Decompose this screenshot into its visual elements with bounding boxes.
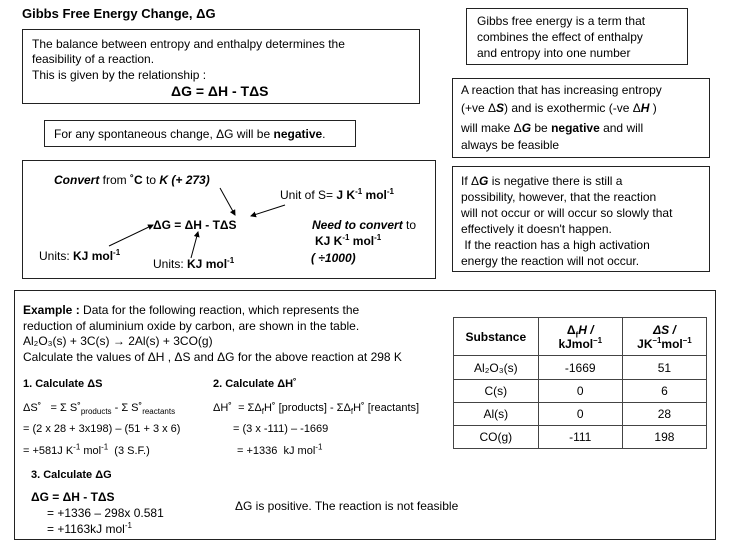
step1-l3-b: mol	[80, 445, 102, 457]
entropy-note-box	[452, 78, 710, 158]
table-row	[454, 403, 707, 426]
step3-l3: = +1163kJ mol	[47, 522, 125, 536]
table-row	[454, 380, 707, 403]
entropy-l2e: )	[649, 101, 657, 115]
activation-l1c: is negative there is still a	[488, 174, 623, 188]
activation-line-4: effectively it doesn't happen.	[461, 222, 612, 236]
data-table	[453, 317, 707, 449]
definition-line-2: combines the effect of enthalpy	[477, 30, 643, 44]
step3-line-1: ΔG = ΔH - TΔS	[31, 490, 115, 504]
units-equation: ΔG = ΔH - TΔS	[153, 218, 237, 232]
step2-l3: = +1336 kJ mol	[237, 445, 316, 457]
entropy-l3a: will make Δ	[461, 121, 522, 135]
units-bottom-label: Units:	[153, 257, 188, 271]
kj-units-mol: mol	[349, 234, 375, 248]
units-arrows	[23, 161, 437, 280]
h2e: –1	[593, 335, 603, 345]
h3d: mol	[661, 336, 683, 351]
example-label: Example :	[23, 303, 80, 317]
cell-dh: -1669	[538, 356, 622, 380]
step1-l3-c: (3 S.F.)	[108, 445, 150, 457]
units-left-value: KJ mol	[73, 249, 114, 263]
step3-line-3	[47, 522, 132, 537]
units-box	[22, 160, 436, 279]
step1-l3: = +581J K	[23, 445, 74, 457]
step2-l1-sub2: f	[350, 407, 354, 417]
intro-box	[22, 29, 420, 104]
cell-substance: C(s)	[454, 380, 539, 403]
spontaneous-suffix: .	[322, 127, 326, 141]
activation-line-3: will not occur or will occur so slowly that	[461, 206, 673, 220]
unit-s-exp: -1	[355, 187, 363, 196]
cell-ds: 6	[622, 380, 706, 403]
entropy-line-3	[461, 121, 643, 136]
step1-line-1	[23, 401, 175, 415]
table-header-row	[454, 318, 707, 356]
units-bottom-value: KJ mol	[187, 257, 228, 271]
header-ds	[622, 318, 706, 356]
h3b: JK	[637, 336, 653, 351]
cell-substance: Al(s)	[454, 403, 539, 426]
activation-l1a: If Δ	[461, 174, 480, 188]
step2-title: 2. Calculate ΔH˚	[213, 378, 297, 390]
divide-note: ( ÷1000)	[311, 251, 356, 265]
convert-d: to	[142, 173, 160, 187]
entropy-l2a: (+ve Δ	[461, 101, 497, 115]
intro-line-3: This is given by the relationship :	[32, 68, 207, 82]
arrow-to-h	[191, 232, 198, 258]
step1-line-2: = (2 x 28 + 3x198) – (51 + 3 x 6)	[23, 423, 181, 435]
kj-units-value: KJ K	[315, 234, 343, 248]
cell-substance: CO(g)	[454, 426, 539, 449]
h2a: Δ	[566, 322, 576, 337]
cell-dh: -111	[538, 426, 622, 449]
arrow-to-s	[251, 205, 285, 216]
unit-s-exp2: -1	[386, 187, 394, 196]
intro-line-1: The balance between entropy and enthalpy determines the	[32, 37, 345, 51]
kj-units-exp: -1	[342, 233, 350, 242]
cell-ds: 198	[622, 426, 706, 449]
entropy-line-1: A reaction that has increasing entropy	[461, 83, 662, 97]
example-line-2: reduction of aluminium oxide by carbon, are shown in the table.	[23, 319, 360, 333]
cell-ds: 28	[622, 403, 706, 426]
entropy-line-4: always be feasible	[461, 138, 560, 152]
arrow-to-g	[109, 225, 153, 246]
table-row	[454, 426, 707, 449]
example-reaction: Al₂O₃(s) + 3C(s) → 2Al(s) + 3CO(g)	[23, 334, 213, 348]
step1-line-3	[23, 444, 150, 458]
step1-title: 1. Calculate ΔS	[23, 378, 103, 390]
unit-s-value: J K	[336, 188, 356, 202]
step2-l3-exp: -1	[315, 442, 323, 452]
conclusion: ΔG is positive. The reaction is not feasible	[235, 499, 459, 513]
entropy-l3b: G	[521, 121, 532, 135]
h2d: kJmol	[558, 336, 594, 351]
spontaneous-box	[44, 120, 356, 147]
step1-l3-exp1: -1	[73, 442, 81, 452]
header-dh	[538, 318, 622, 356]
entropy-l2c: ) and is exothermic (-ve Δ	[504, 101, 641, 115]
activation-line-5: If the reaction has a high activation	[461, 238, 650, 252]
convert-b: from	[99, 173, 131, 187]
step2-l1: ΔH˚ = ΣΔ	[213, 402, 262, 414]
convert-e: K (+ 273)	[159, 173, 210, 187]
unit-s-label: Unit of S=	[280, 188, 337, 202]
step2-l1-b: H˚ [products] - ΣΔ	[263, 402, 351, 414]
step1-l3-exp2: -1	[101, 442, 109, 452]
step2-l1-c: H˚ [reactants]	[353, 402, 420, 414]
step3-title: 3. Calculate ΔG	[31, 469, 112, 481]
step1-l1-mid: - Σ S˚	[111, 402, 143, 414]
cell-dh: 0	[538, 403, 622, 426]
convert-c: ˚C	[130, 173, 143, 187]
units-left-exp: -1	[113, 248, 121, 257]
activation-line-6: energy the reaction will not occur.	[461, 254, 640, 268]
activation-line-1	[461, 174, 622, 189]
h2c: H /	[578, 322, 594, 337]
cell-substance: Al₂O₃(s)	[454, 356, 539, 380]
step2-line-2: = (3 x -111) – -1669	[233, 423, 329, 435]
example-line-1	[23, 303, 359, 318]
example-line-4: Calculate the values of ΔH , ΔS and ΔG for the above reaction at 298 K	[23, 350, 402, 364]
spontaneous-prefix: For any spontaneous change, ΔG will be	[54, 127, 274, 141]
entropy-l3d: negative	[551, 121, 600, 135]
h3e: –1	[682, 335, 692, 345]
spontaneous-text	[54, 127, 326, 142]
activation-l1b: G	[479, 174, 489, 188]
step1-l1-sub2: reactants	[142, 407, 176, 417]
step1-l1: ΔS˚ = Σ S˚	[23, 402, 81, 414]
h2b: f	[575, 329, 579, 339]
step2-line-1	[213, 401, 419, 415]
units-bottom-exp: -1	[227, 256, 235, 265]
activation-line-2: possibility, however, that the reaction	[461, 190, 657, 204]
arrow-to-t	[220, 188, 235, 215]
entropy-l3e: and will	[599, 121, 644, 135]
page-title: Gibbs Free Energy Change, ΔG	[22, 6, 216, 21]
definition-box	[466, 8, 688, 65]
example-box	[14, 290, 716, 540]
step2-line-3	[237, 444, 322, 458]
entropy-l2d: H	[640, 101, 650, 115]
step1-l1-sub1: products	[80, 407, 112, 417]
units-left-label: Units:	[39, 249, 74, 263]
kj-units-exp2: -1	[374, 233, 382, 242]
h3c: –1	[652, 335, 662, 345]
convert-a: Convert	[54, 173, 100, 187]
definition-line-3: and entropy into one number	[477, 46, 631, 60]
definition-line-1: Gibbs free energy is a term that	[477, 14, 646, 28]
unit-s-value2: mol	[362, 188, 387, 202]
need-a: Need to convert	[312, 218, 403, 232]
step3-l3-exp: -1	[124, 521, 132, 530]
step2-l1-sub: f	[261, 407, 264, 417]
entropy-l2b: S	[496, 101, 505, 115]
need-b: to	[402, 218, 417, 232]
entropy-l3c: be	[531, 121, 552, 135]
table-row	[454, 356, 707, 380]
h3a: ΔS /	[653, 322, 676, 337]
entropy-line-2	[461, 101, 657, 116]
gibbs-equation: ΔG = ΔH - TΔS	[171, 83, 269, 99]
activation-note-box	[452, 166, 710, 272]
header-substance: Substance	[454, 318, 539, 356]
intro-line-2: feasibility of a reaction.	[32, 52, 155, 66]
cell-dh: 0	[538, 380, 622, 403]
step3-line-2: = +1336 – 298x 0.581	[47, 506, 164, 520]
example-l1: Data for the following reaction, which represents the	[79, 303, 360, 317]
cell-ds: 51	[622, 356, 706, 380]
spontaneous-emphasis: negative	[273, 127, 323, 141]
